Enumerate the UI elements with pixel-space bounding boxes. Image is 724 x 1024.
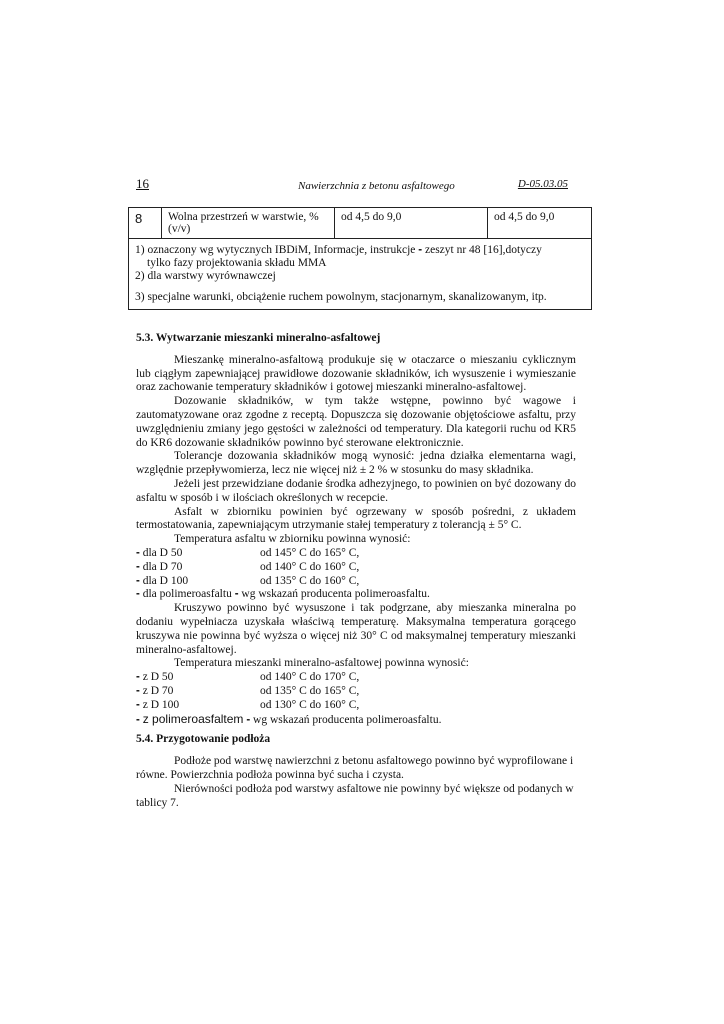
dash-glyph: - xyxy=(136,588,140,601)
dash-glyph: - xyxy=(136,560,140,573)
paragraph: Kruszywo powinno być wysuszone i tak podgrzane, aby mieszanka mineralna po dodaniu wypełniacza uzyskała właściwą temperaturę. Maksymalna temperatura gorącego kruszywa nie powinna być wyższa o więcej niż 30° C od maksymalnej temperatury mieszanki mineralno-asfaltowej. xyxy=(136,602,576,656)
paragraph: Tolerancje dozowania składników mogą wynosić: jedna działka elementarna wagi, względnie przepływomierza, lecz nie więcej niż ± 2 % w stosunku do masy składnika. xyxy=(136,450,576,477)
dash-glyph: - xyxy=(136,671,140,684)
document-body xyxy=(136,332,576,810)
paragraph: Dozowanie składników, w tym także wstępne, powinno być wagowe i zautomatyzowane oraz zgodne z receptą. Dopuszcza się dozowanie objętościowe asfaltu, przy uwzględnieniu zmiany jego gęstości w zależności od temperatury. Dla kategorii ruchu od KR5 do KR6 dozowanie składników powinno być sterowane elektronicznie. xyxy=(136,395,576,449)
dash-glyph: - xyxy=(136,713,140,726)
document-code: D-05.03.05 xyxy=(517,178,568,190)
paragraph: Temperatura asfaltu w zbiorniku powinna wynosić: xyxy=(174,533,411,546)
dash-glyph: - xyxy=(136,574,140,587)
paragraph: Nierówności podłoża pod warstwy asfaltowe nie powinny być większe od podanych w tablicy 7. xyxy=(136,782,574,809)
dash-glyph: - xyxy=(136,698,140,711)
paragraph: Podłoże pod warstwę nawierzchni z betonu asfaltowego powinno być wyprofilowane i równe. Powierzchnia podłoża powinna być sucha i czysta. xyxy=(136,755,574,781)
table-row xyxy=(129,208,592,239)
list-item: - dla D 70 od 140° C do 160° C, xyxy=(136,560,360,573)
footnote-2: 2) dla warstwy wyrównawczej xyxy=(135,270,276,282)
row-number: 8 xyxy=(129,208,162,239)
list-item: - z polimeroasfaltem - wg wskazań producenta polimeroasfaltu. xyxy=(136,711,442,726)
dash-glyph: - xyxy=(136,546,140,559)
list-item: - z D 70 od 135° C do 165° C, xyxy=(136,684,360,697)
row-description: Wolna przestrzeń w warstwie, % (v/v) xyxy=(162,208,335,239)
list-item: - dla D 50 od 145° C do 165° C, xyxy=(136,546,360,559)
dash-glyph: - xyxy=(136,684,140,697)
paragraph: Asfalt w zbiorniku powinien być ogrzewany w sposób pośredni, z układem termostatowania, zapewniającym utrzymanie stałej temperatury z tolerancją ± 5° C. xyxy=(136,505,576,532)
list-item: - z D 100 od 130° C do 160° C, xyxy=(136,698,360,711)
spec-table xyxy=(128,207,592,310)
dash-glyph: - xyxy=(234,588,239,601)
page-header xyxy=(136,176,568,196)
section-5-3-heading: 5.3. Wytwarzanie mieszanki mineralno-asfaltowej xyxy=(136,332,381,344)
dash-glyph: - xyxy=(246,713,251,726)
footnote-1-cont: tylko fazy projektowania składu MMA xyxy=(147,257,327,269)
row-value-1: od 4,5 do 9,0 xyxy=(335,208,488,239)
dash-glyph: - xyxy=(418,244,423,256)
page-number: 16 xyxy=(136,176,149,191)
paragraph: Mieszankę mineralno-asfaltową produkuje się w otaczarce o mieszaniu cyklicznym lub ciągłym zapewniającej prawidłowe dozowanie składników, ich wysuszenie i wymieszanie oraz zachowanie temperatury składników i gotowej mieszanki mineralno-asfaltowej. xyxy=(136,353,576,394)
table-footnotes-row xyxy=(129,239,592,310)
section-5-4-heading: 5.4. Przygotowanie podłoża xyxy=(136,733,271,746)
document-title: Nawierzchnia z betonu asfaltowego xyxy=(298,180,455,192)
paragraph: Jeżeli jest przewidziane dodanie środka adhezyjnego, to powinien on być dozowany do asfaltu w sposób i w ilościach określonych w recepcie. xyxy=(136,477,576,504)
list-item: - z D 50 od 140° C do 170° C, xyxy=(136,671,360,684)
list-item: - dla D 100 od 135° C do 160° C, xyxy=(136,574,360,587)
footnote-1: 1) oznaczony wg wytycznych IBDiM, Informacje, instrukcje - zeszyt nr 48 [16],dotyczy xyxy=(135,244,542,256)
footnote-3: 3) specjalne warunki, obciążenie ruchem powolnym, stacjonarnym, skanalizowanym, itp. xyxy=(135,291,547,303)
paragraph: Temperatura mieszanki mineralno-asfaltowej powinna wynosić: xyxy=(174,657,469,670)
footnotes-cell xyxy=(129,239,592,310)
row-value-2: od 4,5 do 9,0 xyxy=(488,208,592,239)
list-item: - dla polimeroasfaltu - wg wskazań producenta polimeroasfaltu. xyxy=(136,588,430,601)
